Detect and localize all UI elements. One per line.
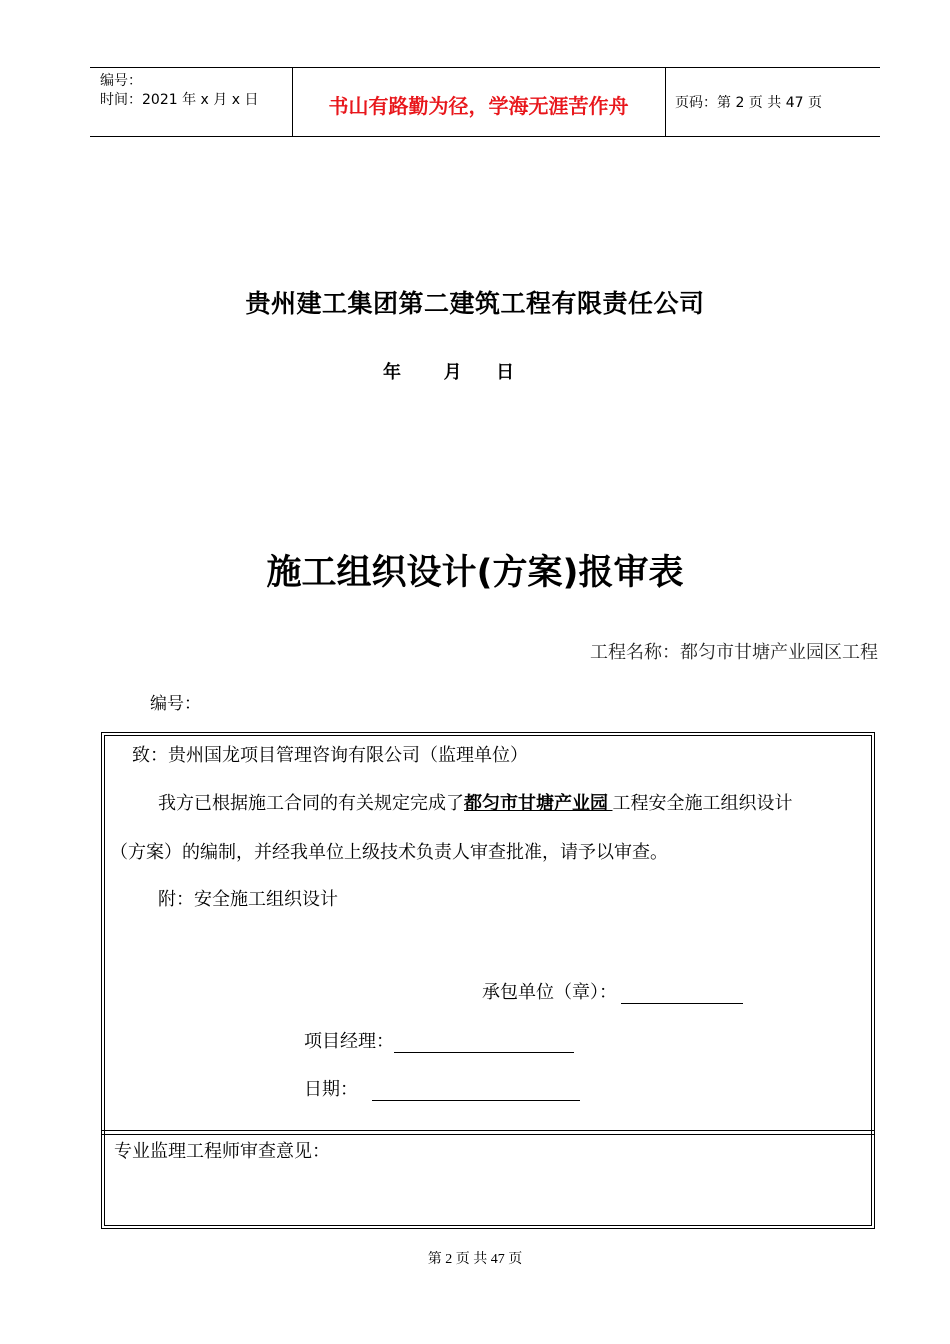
contractor-line: [482, 978, 743, 1004]
contractor-label: 承包单位（章）：: [482, 982, 617, 1002]
form-body-line1: [158, 789, 793, 815]
header-time: 时间：2021 年 x 月 x 日: [100, 92, 259, 108]
body-prefix: 我方已根据施工合同的有关规定完成了: [158, 793, 464, 813]
month-label: 月: [443, 362, 462, 383]
date-line-form: [304, 1075, 580, 1101]
header-divider: [665, 68, 666, 136]
review-form: [101, 732, 875, 1229]
header-number-label: 编号：: [100, 73, 142, 89]
document-title: 施工组织设计(方案)报审表: [266, 553, 684, 593]
body-project: 都匀市甘塘产业园: [464, 793, 613, 813]
attachment-line: 附：安全施工组织设计: [158, 889, 338, 909]
day-label: 日: [496, 362, 515, 383]
project-name: 工程名称：都匀市甘塘产业园区工程: [590, 642, 878, 662]
page-header: [90, 67, 880, 137]
page-footer: 第 2 页 共 47 页: [427, 1252, 523, 1267]
form-body-line2: （方案）的编制，并经我单位上级技术负责人审查批准，请予以审查。: [110, 842, 668, 862]
date-label: 日期：: [304, 1079, 358, 1099]
manager-line: [304, 1027, 574, 1053]
header-page-info: 页码：第 2 页 共 47 页: [675, 95, 822, 111]
date-line: [383, 358, 514, 384]
form-section-divider: [102, 1130, 874, 1135]
date-field[interactable]: [372, 1080, 580, 1101]
form-number-label: 编号：: [150, 694, 201, 713]
header-meta: [100, 72, 258, 110]
header-motto: 书山有路勤为径，学海无涯苦作舟: [328, 94, 629, 118]
manager-label: 项目经理：: [304, 1031, 394, 1051]
engineer-opinion-label: 专业监理工程师审查意见：: [114, 1141, 330, 1161]
addressee: 致：贵州国龙项目管理咨询有限公司（监理单位）: [132, 745, 528, 765]
contractor-signature-field[interactable]: [621, 983, 743, 1004]
manager-signature-field[interactable]: [394, 1032, 574, 1053]
body-suffix: 工程安全施工组织设计: [612, 793, 793, 813]
year-label: 年: [383, 362, 401, 383]
company-name: 贵州建工集团第二建筑工程有限责任公司: [245, 289, 705, 318]
